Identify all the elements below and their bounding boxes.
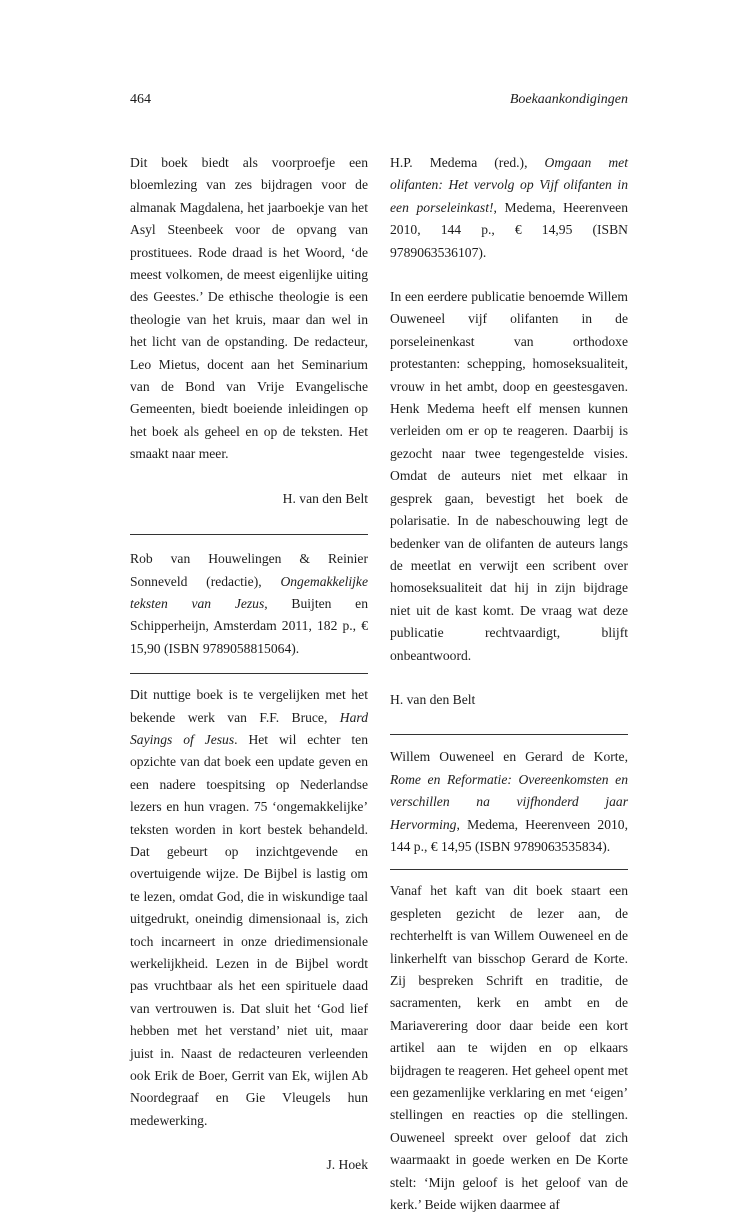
reference-authors: Willem Ouweneel en Gerard de Korte,	[390, 749, 628, 765]
section-divider	[390, 869, 628, 870]
book-reference	[390, 746, 628, 858]
section-divider	[130, 673, 368, 674]
review-text-part: Dit nuttige boek is te vergelijken met het bekende werk van F.F. Bruce,	[130, 687, 368, 725]
right-column	[390, 152, 628, 1216]
reviewer-signature: J. Hoek	[326, 1157, 368, 1173]
reference-title: Omgaan met olifanten: Het vervolg op Vijf olifanten in een porseleinkast!	[390, 155, 628, 215]
book-reference	[130, 548, 368, 660]
reviewer-signature: H. van den Belt	[282, 490, 368, 506]
section-divider	[130, 534, 368, 535]
reference-authors: Rob van Houwelingen & Reinier Sonneveld (redactie),	[130, 551, 368, 589]
review-text: In een eerdere publicatie benoemde Willem Ouweneel vijf olifanten in de porseleinenkast van orthodoxe protestanten: schepping, homoseksualiteit, vrouw in het ambt, doop en geestesgaven. Henk Medema heeft elf mensen kunnen verleiden om er op te reageren. Daarbij is gezocht naar twee tegengestelde visies. Omdat de auteurs niet met elkaar in gesprek gaan, bevestigt het boek de polarisatie. In de nabeschouwing legt de bedenker van de olifanten de auteurs langs de meetlat en verwijt een scribent over homoseksualiteit dat hij in zijn bijdrage niet uit de kast komt. De vraag wat deze publicatie rechtvaardigt, blijft onbeantwoord.	[390, 289, 628, 663]
book-reference	[390, 152, 628, 264]
reference-details: , Medema, Heerenveen 2010, 144 p., € 14,95 (ISBN 9789063536107).	[390, 199, 628, 260]
review-text-part: . Het wil echter ten opzichte van dat boek een update geven en een nadere toespitsing op Nederlandse lezers en hun vragen. 75 ‘ongemakkelijke’ teksten worden in kort bestek behandeld. Dat gebeurt op inzichtgevende en overtuigende wijze. De Bijbel is lastig om te lezen, omdat God, die in wiskundige taal uitgedrukt, oneindig dimensionaal is, zich toch incarneert in onze driedimensionale werkelijkheid. Lezen in de Bijbel wordt pas vruchtbaar als het een spirituele daad van vertrouwen is. Dat sluit het ‘God lief hebben met het verstand’ niet uit, maar juist in. Naast de redacteuren verleenden ook Erik de Boer, Gerrit van Ek, wijlen Ab Noordegraaf en Gie Vleugels hun medewerking.	[130, 731, 368, 1128]
review-text	[130, 684, 368, 1132]
reference-authors: H.P. Medema (red.),	[390, 155, 545, 170]
cited-title: Hard Sayings of Jesus	[130, 709, 368, 747]
reference-title: Rome en Reformatie: Overeenkomsten en verschillen na vijfhonderd jaar Hervorming	[390, 771, 628, 832]
left-column	[130, 152, 368, 1177]
reference-details: , Medema, Heerenveen 2010, 144 p., € 14,95 (ISBN 9789063535834).	[390, 816, 628, 854]
reference-title: Ongemakkelijke teksten van Jezus	[130, 573, 368, 611]
review-text: Vanaf het kaft van dit boek staart een gespleten gezicht de lezer aan, de rechterhelft is van Willem Ouweneel en de linkerhelft van bisschop Gerard de Korte. Zij bespreken Schrift en traditie, de sacramenten, kerk en ambt en de Mariaverering door daar beide een kort artikel aan te wijden en op elkaars bijdragen te reageren. Het geheel opent met een gezamenlijke verklaring en met ‘eigen’ stellingen en reacties op die stellingen. Ouweneel spreekt over geloof dat zich waarmaakt in goede werken en De Korte stelt: ‘Mijn geloof is het geloof van de kerk.’ Beide wijken daarmee af	[390, 883, 628, 1213]
section-divider	[390, 734, 628, 735]
reference-details: , Buijten en Schipperheijn, Amsterdam 2011, 182 p., € 15,90 (ISBN 9789058815064).	[130, 595, 368, 656]
reviewer-signature: H. van den Belt	[390, 691, 476, 707]
review-text: Dit boek biedt als voorproefje een bloemlezing van zes bijdragen voor de almanak Magdalena, het jaarboekje van het Asyl Steenbeek voor de opvang van prostituees. Rode draad is het Woord, ‘de meest volkomen, de meest eigenlijke uiting des Geestes.’ De ethische theologie is een theologie van het kruis, maar dan wel in het licht van de opstanding. De redacteur, Leo Mietus, docent aan het Seminarium van de Bond van Vrije Evangelische Gemeenten, biedt boeiende inleidingen op het boek als geheel en op de teksten. Het smaakt naar meer.	[130, 155, 368, 462]
page-number: 464	[130, 92, 151, 107]
running-header: Boekaankondigingen	[509, 92, 628, 107]
